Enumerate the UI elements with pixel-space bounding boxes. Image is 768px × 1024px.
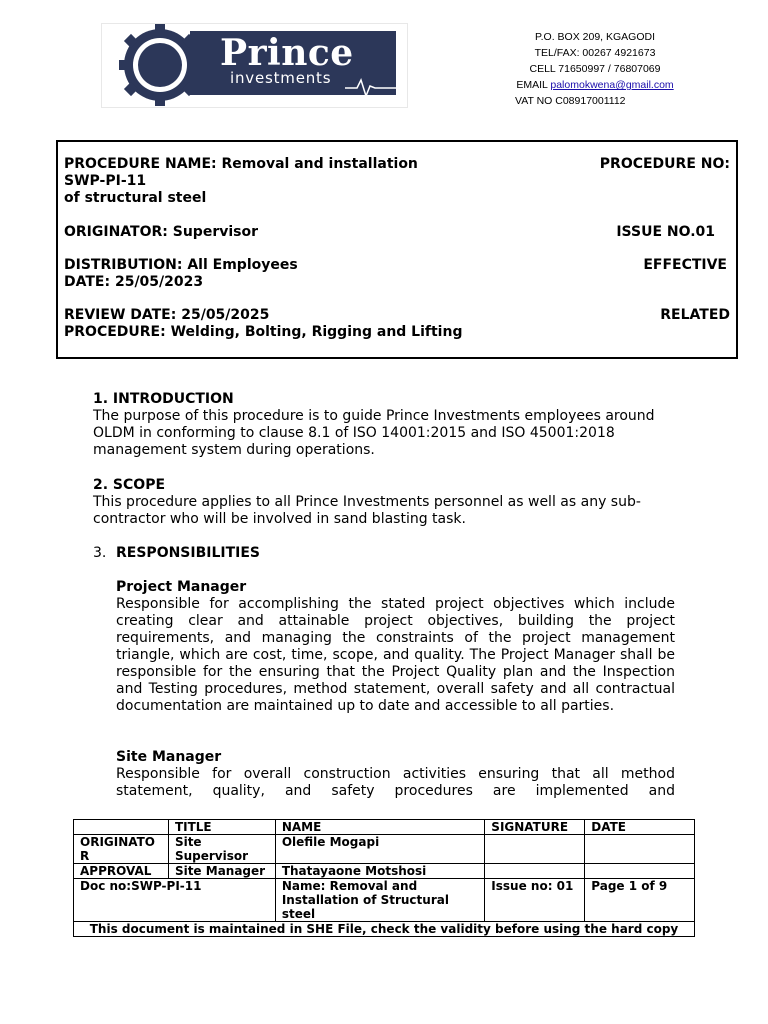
- doc-issue-no: Issue no: 01: [485, 879, 585, 922]
- originator-name: Olefile Mogapi: [275, 835, 484, 864]
- originator-signature: [485, 835, 585, 864]
- originator-label: ORIGINATOR: [74, 835, 169, 864]
- contact-block: [500, 29, 690, 109]
- scope-heading: 2. SCOPE: [93, 477, 166, 493]
- project-manager-heading: Project Manager: [116, 579, 247, 595]
- table-header-row: [74, 820, 695, 835]
- approval-title: Site Manager: [168, 864, 275, 879]
- approval-signature: [485, 864, 585, 879]
- table-row: [74, 864, 695, 879]
- procedure-code: SWP-PI-11: [64, 173, 147, 189]
- issue-no: ISSUE NO.01: [616, 224, 715, 240]
- approval-label: APPROVAL: [74, 864, 169, 879]
- date-header: DATE: [585, 820, 695, 835]
- cell-numbers: CELL 71650997 / 76807069: [529, 63, 661, 75]
- tel-fax: TEL/FAX: 00267 4921673: [534, 47, 656, 59]
- originator-date: [585, 835, 695, 864]
- approval-date: [585, 864, 695, 879]
- document-control-table: [73, 819, 695, 937]
- effective-label: EFFECTIVE: [643, 257, 727, 273]
- validity-notice: This document is maintained in SHE File, check the validity before using the hard copy: [74, 922, 695, 937]
- doc-number: Doc no:SWP-PI-11: [74, 879, 276, 922]
- email-label: EMAIL: [516, 79, 551, 91]
- page-number: Page 1 of 9: [585, 879, 695, 922]
- title-header: TITLE: [168, 820, 275, 835]
- doc-name: Name: Removal and Installation of Structural steel: [275, 879, 484, 922]
- table-row: [74, 922, 695, 937]
- procedure-name-line3: of structural steel: [64, 190, 207, 206]
- review-date: REVIEW DATE: 25/05/2025: [64, 307, 270, 323]
- site-manager-text: Responsible for overall construction activities ensuring that all method statement, quality, and safety procedures are implemented and: [116, 766, 675, 799]
- procedure-info-box: [56, 140, 738, 359]
- approval-name: Thatayaone Motshosi: [275, 864, 484, 879]
- related-procedure: PROCEDURE: Welding, Bolting, Rigging and Lifting: [64, 324, 463, 340]
- signature-header: SIGNATURE: [485, 820, 585, 835]
- distribution: DISTRIBUTION: All Employees: [64, 257, 298, 273]
- related-label: RELATED: [660, 307, 730, 323]
- vat-number: VAT NO C08917001112: [515, 95, 626, 107]
- logo-wordmark: Prince: [220, 32, 354, 74]
- name-header: NAME: [275, 820, 484, 835]
- table-row: [74, 835, 695, 864]
- effective-date: DATE: 25/05/2023: [64, 274, 204, 290]
- responsibilities-number: 3.: [93, 545, 107, 561]
- table-row: [74, 879, 695, 922]
- site-manager-heading: Site Manager: [116, 749, 222, 765]
- logo-subtitle: investments: [230, 69, 332, 87]
- company-logo: [101, 23, 408, 108]
- table-cell: [74, 820, 169, 835]
- email-link[interactable]: palomokwena@gmail.com: [550, 79, 674, 91]
- procedure-name-line1: PROCEDURE NAME: Removal and installation: [64, 156, 418, 172]
- procedure-no-label: PROCEDURE NO:: [599, 156, 730, 172]
- project-manager-text: Responsible for accomplishing the stated project objectives which include creating clear and attainable project objectives, building the project requirements, and managing the constraints of the project management triangle, which are cost, time, scope, and quality. The Project Manager shall be responsible for the ensuring that the Project Quality plan and the Inspection and Testing procedures, method statement, overall safety and all contractual documentation are maintained up to date and accessible to all parties.: [116, 596, 675, 714]
- responsibilities-heading: RESPONSIBILITIES: [116, 545, 261, 561]
- po-box: P.O. BOX 209, KGAGODI: [534, 31, 656, 43]
- originator-title: Site Supervisor: [168, 835, 275, 864]
- introduction-text: The purpose of this procedure is to guide Prince Investments employees around OLDM in conforming to clause 8.1 of ISO 14001:2015 and ISO 45001:2018 management system during operations.: [93, 408, 655, 458]
- scope-text: This procedure applies to all Prince Investments personnel as well as any sub-contractor who will be involved in sand blasting task.: [93, 494, 641, 527]
- introduction-heading: 1. INTRODUCTION: [93, 391, 234, 407]
- email-line: [500, 77, 690, 93]
- originator: ORIGINATOR: Supervisor: [64, 224, 259, 240]
